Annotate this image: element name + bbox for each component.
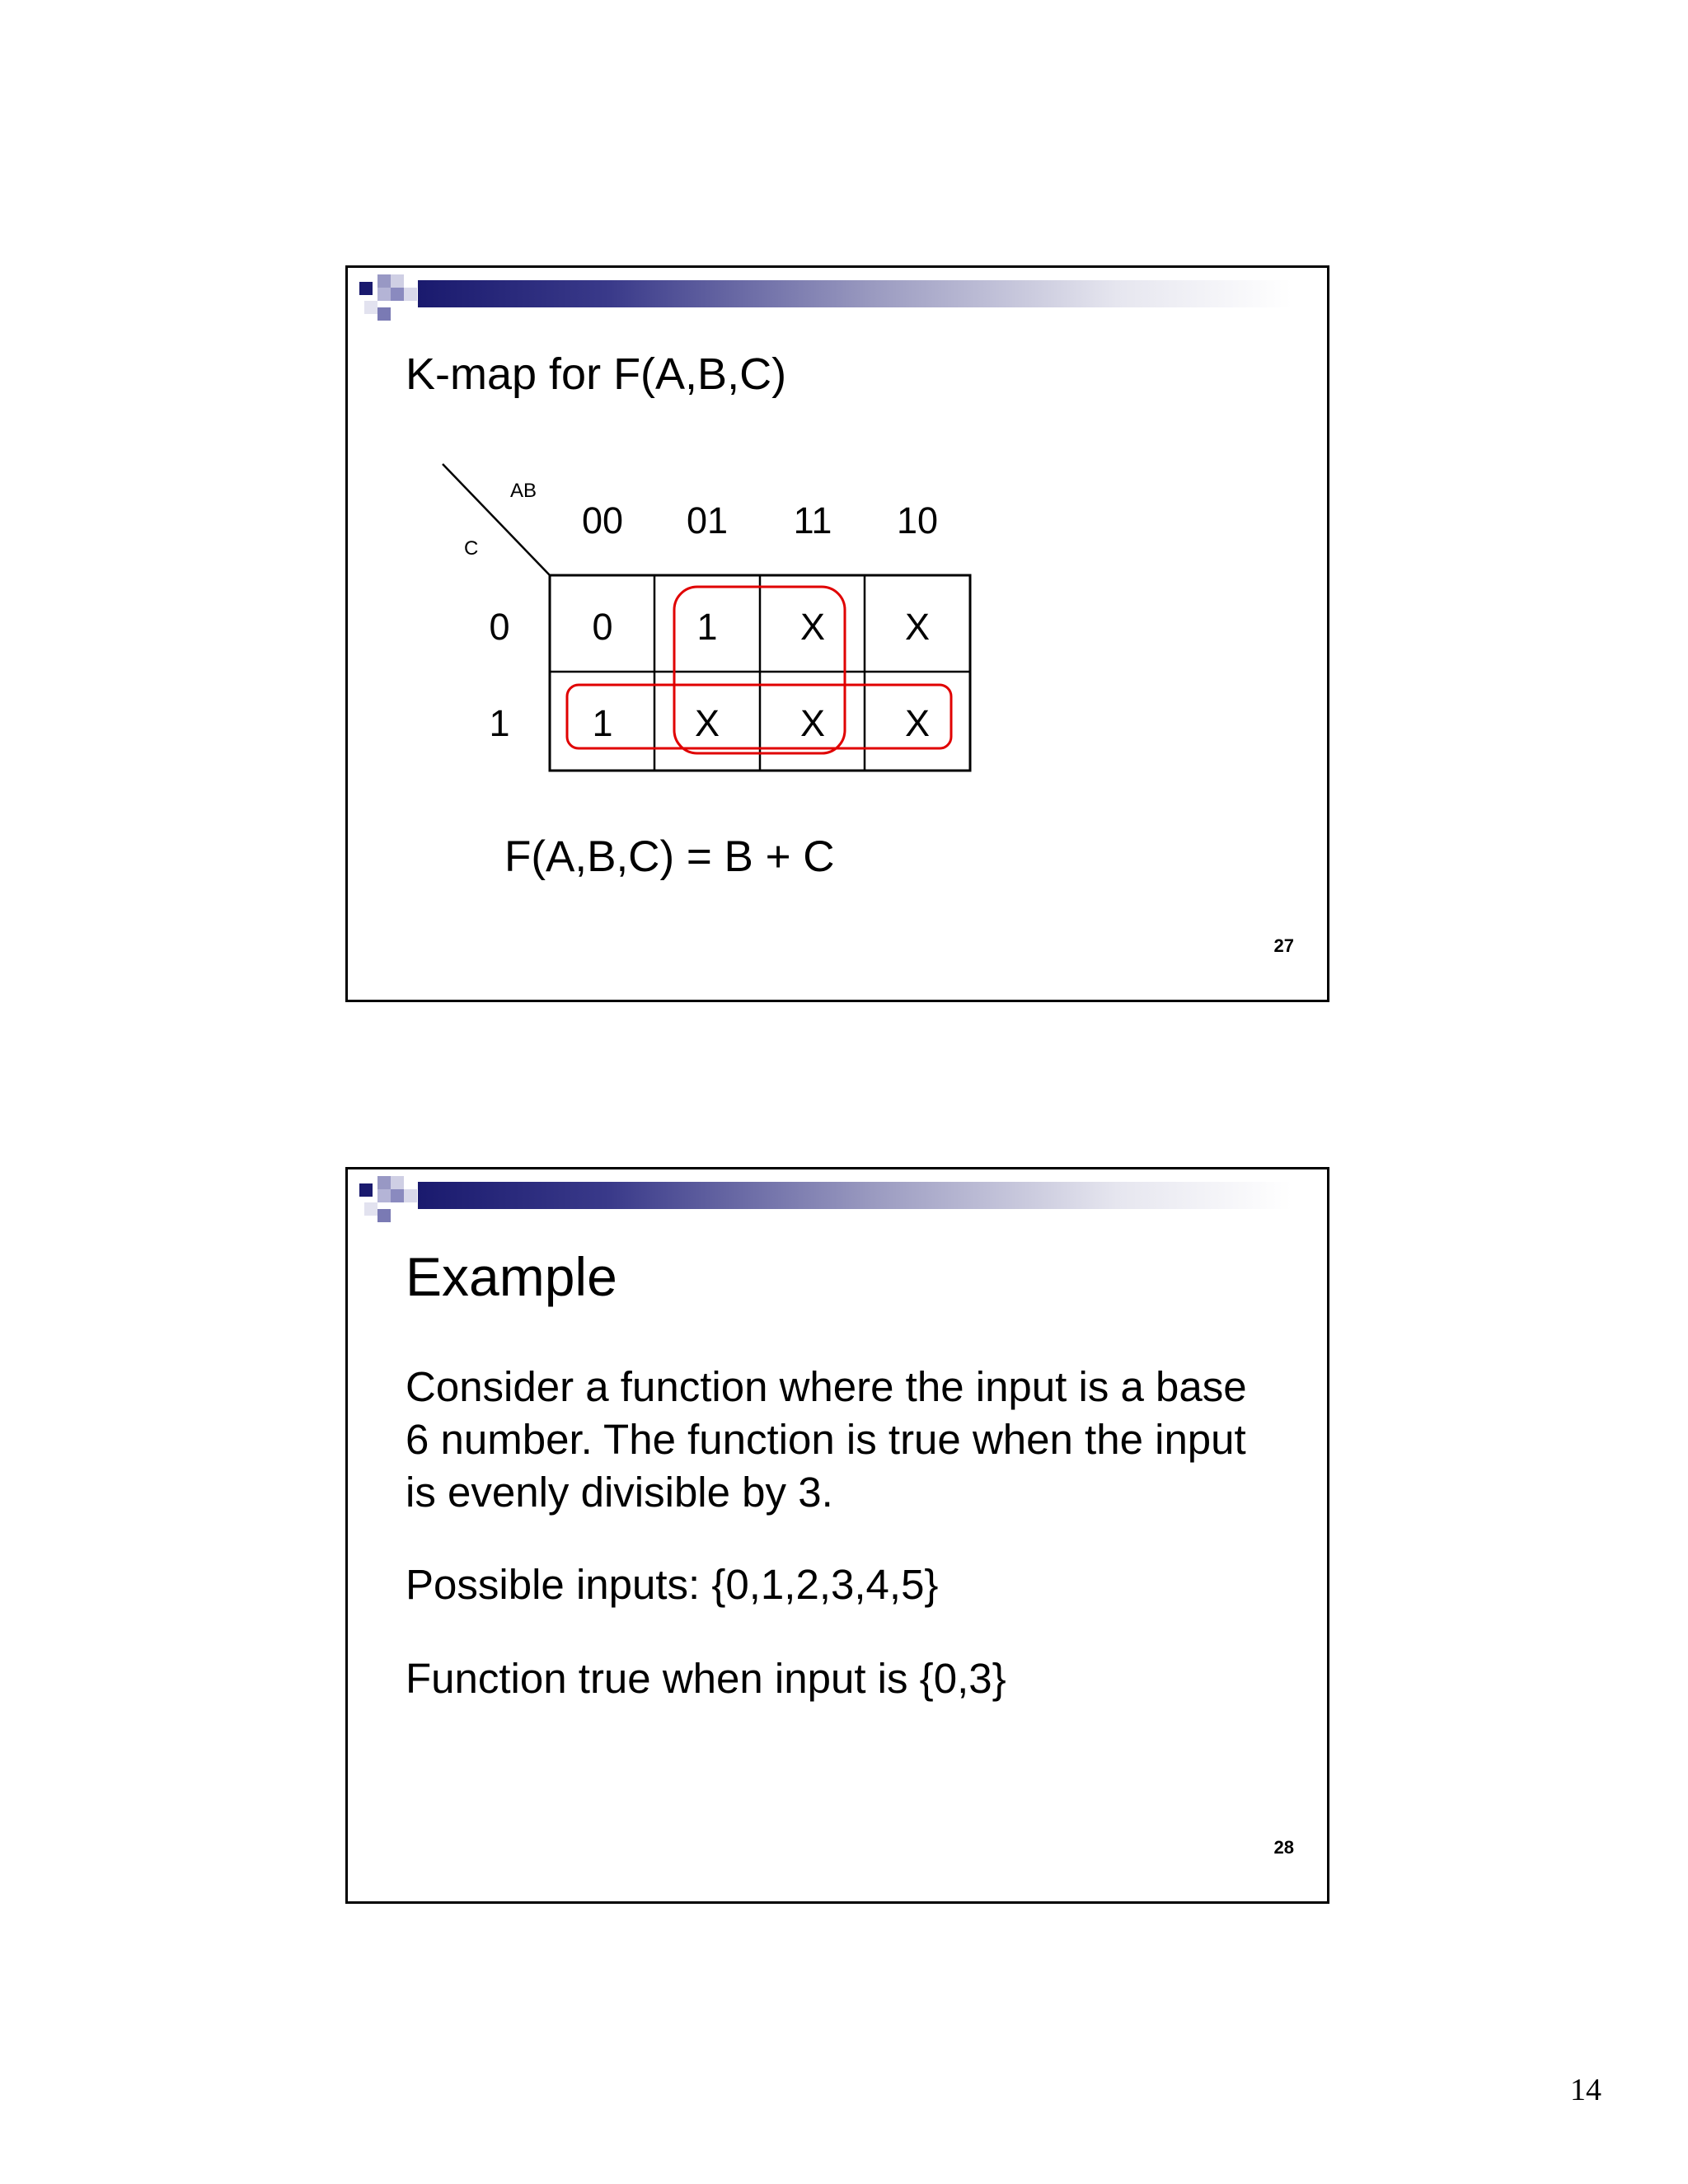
kmap-col-header: 00 <box>581 499 624 541</box>
kmap-cell: X <box>904 702 931 744</box>
kmap-row-var-label: C <box>464 537 479 560</box>
banner-square <box>377 1209 391 1222</box>
kmap-cell: X <box>799 606 826 648</box>
kmap-cell: 0 <box>592 606 613 648</box>
banner-square <box>391 1189 404 1202</box>
slide-27 <box>345 265 1329 1002</box>
banner-square <box>377 1176 391 1189</box>
kmap-col-var-label: AB <box>510 480 537 502</box>
kmap-row-header: 0 <box>489 606 510 648</box>
banner-square <box>391 1176 404 1189</box>
slide-title: K-map for F(A,B,C) <box>406 349 787 399</box>
kmap-equation: F(A,B,C) = B + C <box>504 832 835 881</box>
kmap-col-header: 01 <box>686 499 729 541</box>
slide-number: 28 <box>1273 1837 1294 1858</box>
kmap-cell: 1 <box>592 702 613 744</box>
kmap-cell: X <box>694 702 720 744</box>
slide-title: Example <box>406 1246 617 1307</box>
kmap-cell: X <box>799 702 826 744</box>
banner-gradient-bar <box>418 1182 1292 1209</box>
slide-28 <box>345 1167 1329 1904</box>
kmap-cell: 1 <box>696 606 718 648</box>
body-paragraph: Function true when input is {0,3} <box>406 1655 1006 1702</box>
banner-square <box>404 1189 417 1202</box>
kmap-col-header: 10 <box>896 499 939 541</box>
banner-square <box>377 1189 391 1202</box>
body-paragraph: Possible inputs: {0,1,2,3,4,5} <box>406 1561 939 1608</box>
kmap-col-header: 11 <box>793 499 832 541</box>
body-paragraph: Consider a function where the input is a base 6 number. The function is true when the input is evenly divisible by 3. <box>406 1363 1247 1516</box>
kmap-row-header: 1 <box>489 702 510 744</box>
kmap-cell: X <box>904 606 931 648</box>
slide-banner <box>348 1169 1329 1231</box>
page-number: 14 <box>1570 2073 1601 2107</box>
slide-number: 27 <box>1273 935 1294 956</box>
banner-square <box>359 1183 373 1197</box>
banner-square <box>364 1202 377 1216</box>
kmap-diagram <box>348 268 1329 1001</box>
